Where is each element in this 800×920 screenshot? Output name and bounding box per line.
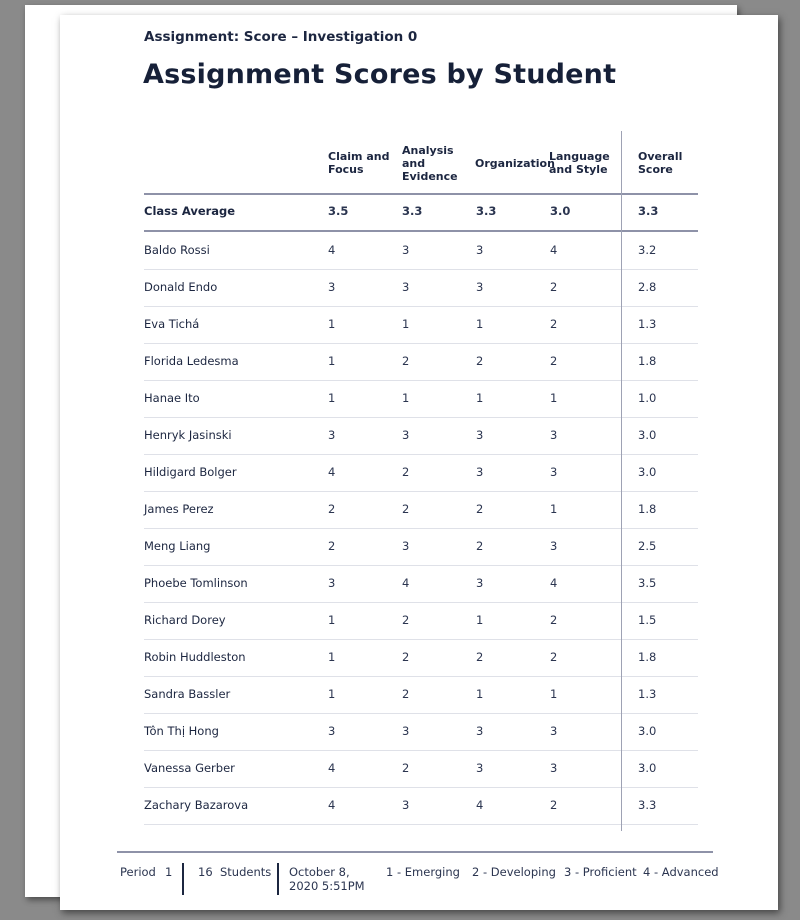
student-language: 2 [550,798,558,812]
student-claim: 3 [328,428,336,442]
student-language: 2 [550,280,558,294]
student-organization: 1 [476,317,484,331]
students-count: 16 [198,865,213,879]
student-overall: 1.0 [638,391,657,405]
student-language: 2 [550,650,558,664]
student-analysis: 2 [402,650,410,664]
table-row [144,269,698,307]
table-row [144,750,698,788]
student-overall: 3.2 [638,243,657,257]
table-row [144,380,698,418]
table-row [144,306,698,344]
student-analysis: 3 [402,280,410,294]
table-row [144,713,698,751]
student-name: Phoebe Tomlinson [144,576,248,590]
student-claim: 2 [328,539,336,553]
student-analysis: 2 [402,687,410,701]
student-organization: 3 [476,243,484,257]
student-organization: 3 [476,280,484,294]
footer-divider [117,851,713,853]
student-analysis: 1 [402,391,410,405]
class-average-row [144,193,698,230]
student-organization: 3 [476,724,484,738]
table-row [144,454,698,492]
avg-organization: 3.3 [476,204,497,218]
student-organization: 2 [476,502,484,516]
student-claim: 1 [328,317,336,331]
footer-separator [277,863,279,895]
student-claim: 3 [328,280,336,294]
table-row [144,343,698,381]
student-overall: 1.5 [638,613,657,627]
student-name: Meng Liang [144,539,211,553]
avg-language: 3.0 [550,204,571,218]
column-header-language-style: Language and Style [549,150,610,176]
student-organization: 2 [476,539,484,553]
student-language: 4 [550,243,558,257]
student-language: 2 [550,354,558,368]
student-analysis: 3 [402,798,410,812]
legend-developing: 2 - Developing [472,865,556,879]
student-organization: 3 [476,428,484,442]
student-name: Robin Huddleston [144,650,246,664]
table-row [144,639,698,677]
column-header-overall-score: Overall Score [638,150,683,176]
student-name: Sandra Bassler [144,687,231,701]
student-name: Vanessa Gerber [144,761,235,775]
student-claim: 4 [328,243,336,257]
student-name: Florida Ledesma [144,354,239,368]
student-analysis: 1 [402,317,410,331]
student-name: Tôn Thị Hong [144,724,219,738]
student-overall: 1.8 [638,502,657,516]
student-language: 1 [550,502,558,516]
student-overall: 3.0 [638,724,657,738]
student-claim: 1 [328,391,336,405]
student-organization: 3 [476,465,484,479]
student-language: 3 [550,539,558,553]
student-overall: 3.0 [638,761,657,775]
student-claim: 3 [328,576,336,590]
student-overall: 3.5 [638,576,657,590]
student-language: 3 [550,761,558,775]
student-analysis: 3 [402,539,410,553]
student-analysis: 2 [402,465,410,479]
student-name: Hanae Ito [144,391,200,405]
student-claim: 4 [328,761,336,775]
student-language: 2 [550,613,558,627]
student-organization: 1 [476,613,484,627]
breadcrumb: Assignment: Score – Investigation 0 [144,29,418,45]
student-overall: 1.8 [638,650,657,664]
student-organization: 1 [476,687,484,701]
student-name: Eva Tichá [144,317,200,331]
student-language: 1 [550,391,558,405]
period-label: Period [120,865,156,879]
table-row [144,787,698,825]
table-row [144,417,698,455]
student-language: 3 [550,465,558,479]
student-language: 3 [550,724,558,738]
student-analysis: 3 [402,243,410,257]
column-header-organization: Organization [475,157,555,170]
report-page [60,15,778,910]
student-overall: 3.0 [638,428,657,442]
student-claim: 4 [328,465,336,479]
student-name: Donald Endo [144,280,218,294]
student-analysis: 2 [402,613,410,627]
class-average-label: Class Average [144,204,236,218]
student-name: Baldo Rossi [144,243,210,257]
student-analysis: 3 [402,428,410,442]
student-claim: 1 [328,687,336,701]
students-label: Students [220,865,272,879]
student-claim: 2 [328,502,336,516]
student-overall: 1.3 [638,687,657,701]
footer-separator [182,863,184,895]
table-row [144,565,698,603]
student-organization: 3 [476,761,484,775]
student-name: Richard Dorey [144,613,226,627]
student-overall: 1.8 [638,354,657,368]
period-value: 1 [165,865,173,879]
student-name: Henryk Jasinski [144,428,232,442]
table-row [144,491,698,529]
student-analysis: 4 [402,576,410,590]
student-name: James Perez [144,502,214,516]
student-organization: 4 [476,798,484,812]
student-name: Hildigard Bolger [144,465,237,479]
page-title: Assignment Scores by Student [143,59,617,90]
student-claim: 3 [328,724,336,738]
table-row [144,232,698,270]
table-row [144,676,698,714]
date-line-1: October 8, [289,865,350,879]
student-name: Zachary Bazarova [144,798,249,812]
student-overall: 1.3 [638,317,657,331]
student-analysis: 2 [402,354,410,368]
student-language: 3 [550,428,558,442]
avg-claim: 3.5 [328,204,349,218]
student-overall: 2.5 [638,539,657,553]
table-row [144,528,698,566]
student-overall: 3.0 [638,465,657,479]
student-language: 4 [550,576,558,590]
overall-column-divider [621,131,622,831]
column-header-analysis-evidence: Analysis and Evidence [402,144,458,183]
legend-emerging: 1 - Emerging [386,865,460,879]
student-analysis: 3 [402,724,410,738]
table-row [144,602,698,640]
student-organization: 1 [476,391,484,405]
student-claim: 4 [328,798,336,812]
student-claim: 1 [328,650,336,664]
student-claim: 1 [328,354,336,368]
avg-overall: 3.3 [638,204,659,218]
avg-analysis: 3.3 [402,204,423,218]
student-organization: 2 [476,354,484,368]
legend-advanced: 4 - Advanced [643,865,719,879]
legend-proficient: 3 - Proficient [564,865,637,879]
student-organization: 2 [476,650,484,664]
student-analysis: 2 [402,761,410,775]
date-line-2: 2020 5:51PM [289,879,365,893]
student-analysis: 2 [402,502,410,516]
student-language: 1 [550,687,558,701]
student-overall: 2.8 [638,280,657,294]
student-claim: 1 [328,613,336,627]
column-header-claim-focus: Claim and Focus [328,150,390,176]
student-language: 2 [550,317,558,331]
student-organization: 3 [476,576,484,590]
student-overall: 3.3 [638,798,657,812]
